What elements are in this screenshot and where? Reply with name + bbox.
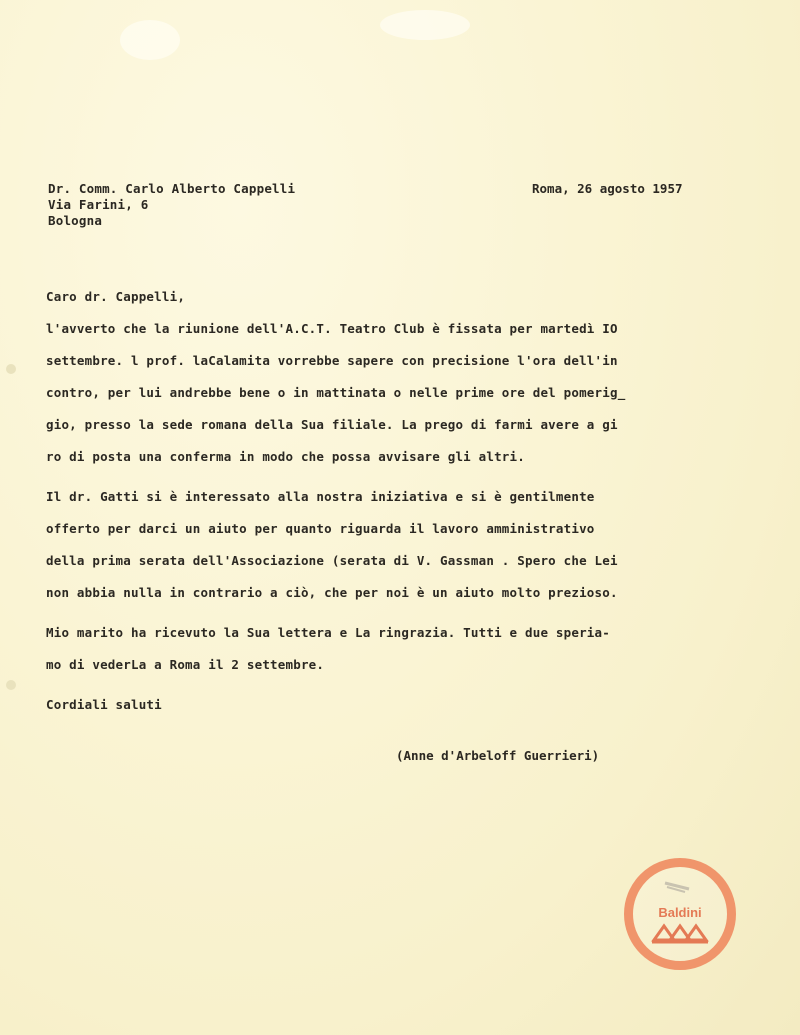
- body-line: Mio marito ha ricevuto la Sua lettera e La ringrazia. Tutti e due speria-: [46, 625, 610, 640]
- body-line: non abbia nulla in contrario a ciò, che per noi è un aiuto molto prezioso.: [46, 585, 618, 600]
- stamp-label: Baldini: [658, 905, 702, 920]
- recipient-city: Bologna: [48, 213, 103, 228]
- body-line: l'avverto che la riunione dell'A.C.T. Teatro Club è fissata per martedì IO: [46, 321, 618, 336]
- body-line: mo di vederLa a Roma il 2 settembre.: [46, 657, 325, 672]
- salutation: Caro dr. Cappelli,: [46, 289, 186, 304]
- body-line: gio, presso la sede romana della Sua filiale. La prego di farmi avere a gi: [46, 417, 618, 432]
- body-line: della prima serata dell'Associazione (serata di V. Gassman . Spero che Lei: [46, 553, 618, 568]
- body-line: offerto per darci un aiuto per quanto riguarda il lavoro amministrativo: [46, 521, 595, 536]
- recipient-street: Via Farini, 6: [48, 197, 149, 212]
- punch-hole: [6, 680, 16, 690]
- paper-stain: [120, 20, 180, 60]
- recipient-name: Dr. Comm. Carlo Alberto Cappelli: [48, 181, 296, 196]
- paper-stain: [380, 10, 470, 40]
- archive-stamp: [624, 858, 736, 970]
- letter-date: Roma, 26 agosto 1957: [532, 181, 683, 196]
- body-line: Il dr. Gatti si è interessato alla nostra iniziativa e si è gentilmente: [46, 489, 595, 504]
- archive-stamp-icon: [663, 880, 697, 899]
- closing: Cordiali saluti: [46, 697, 162, 712]
- body-line: contro, per lui andrebbe bene o in mattinata o nelle prime ore del pomerig_: [46, 385, 626, 400]
- body-line: settembre. l prof. laCalamita vorrebbe sapere con precisione l'ora dell'in: [46, 353, 618, 368]
- stamp-book-icon: [650, 922, 710, 948]
- signature: (Anne d'Arbeloff Guerrieri): [396, 748, 600, 763]
- punch-hole: [6, 364, 16, 374]
- body-line: ro di posta una conferma in modo che possa avvisare gli altri.: [46, 449, 525, 464]
